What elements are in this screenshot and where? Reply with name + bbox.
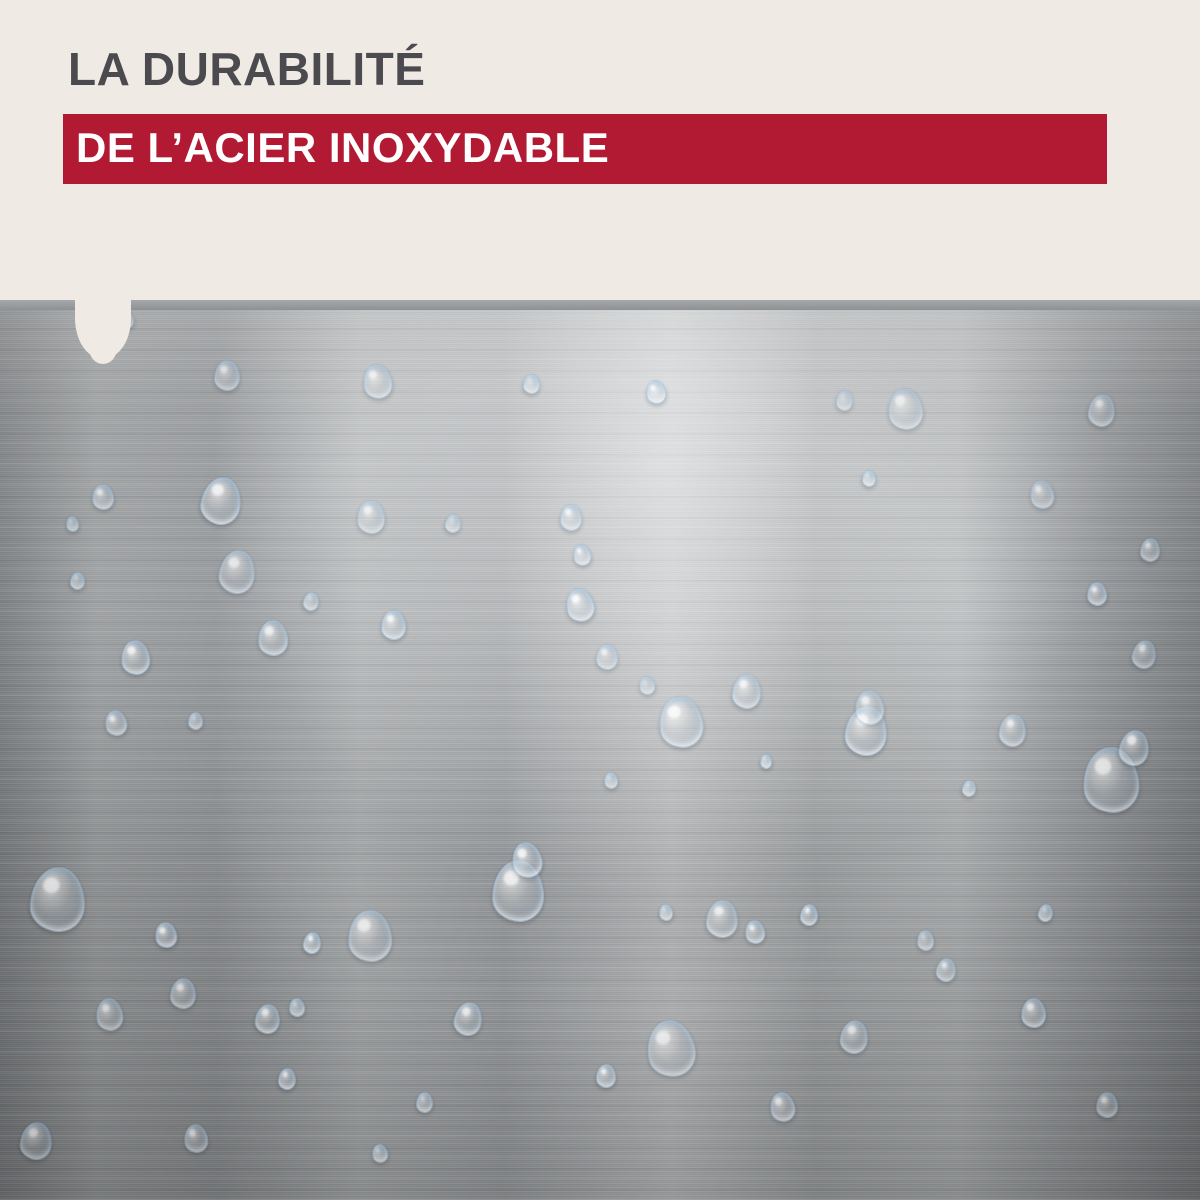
page-subtitle: DE L’ACIER INOXYDABLE <box>76 124 610 171</box>
header-band <box>0 0 1200 300</box>
page-title: LA DURABILITÉ <box>68 43 426 95</box>
brushed-grain-coarse <box>0 292 1200 1200</box>
steel-photo <box>0 292 1200 1200</box>
title-banner <box>63 114 1107 184</box>
